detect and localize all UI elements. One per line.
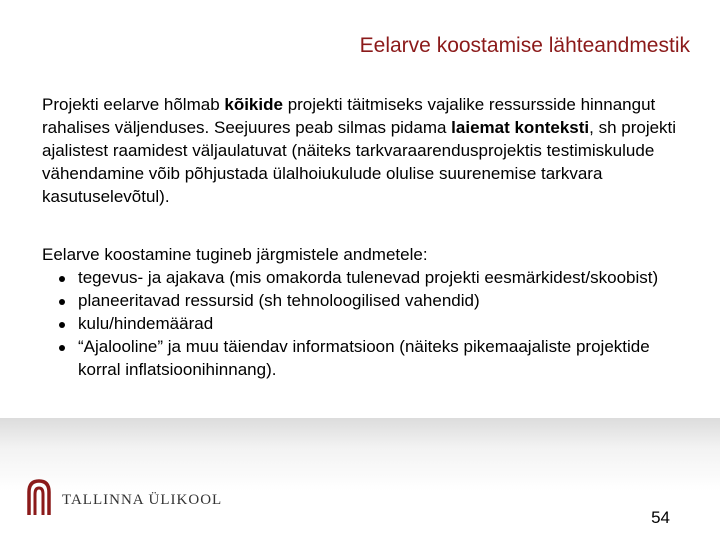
list-item-text: kulu/hindemäärad	[78, 314, 214, 333]
page-number: 54	[651, 508, 670, 527]
list-item-text: planeeritavad ressursid (sh tehnoloogilised vahendid)	[78, 291, 480, 310]
paragraph-text-2: projekti täitmiseks vajalike ressursside hinnangut rahalises väljenduses. Seejuures peab silmas pidama	[42, 95, 656, 137]
footer-band	[0, 418, 720, 540]
list-item-text: “Ajalooline” ja muu täiendav informatsioon (näiteks pikemaajaliste projektide korral inflatsioonihinnang).	[78, 337, 650, 379]
bullet-dot-icon	[59, 276, 65, 282]
list-item	[58, 266, 688, 289]
paragraph-text-3: , sh projekti ajalistest raamidest väljaulatuvat (näiteks tarkvaraarendusprojektis testimiskulude vähendamine võib põhjustada ülalhoiukulude olulise suurenemise tarkvara kasutuselevõtul).	[42, 118, 677, 206]
bullet-list	[58, 266, 688, 381]
paragraph-bold-1: kõikide	[224, 95, 283, 114]
list-item-text: tegevus- ja ajakava (mis omakorda tulenevad projekti eesmärkidest/skoobist)	[78, 268, 659, 287]
intro-paragraph	[42, 93, 692, 208]
paragraph-bold-2: laiemat konteksti	[451, 118, 590, 137]
list-item	[58, 335, 688, 381]
bullet-dot-icon	[59, 345, 65, 351]
bullet-dot-icon	[59, 299, 65, 305]
logo-text: TALLINNA ÜLIKOOL	[62, 492, 223, 508]
list-intro: Eelarve koostamine tugineb järgmistele andmetele:	[42, 245, 428, 264]
tallinn-university-logo-icon	[25, 478, 53, 521]
list-item	[58, 289, 688, 312]
bullet-dot-icon	[59, 322, 65, 328]
paragraph-text-1: Projekti eelarve hõlmab	[42, 95, 225, 114]
slide-title: Eelarve koostamise lähteandmestik	[359, 34, 690, 57]
list-item	[58, 312, 688, 335]
